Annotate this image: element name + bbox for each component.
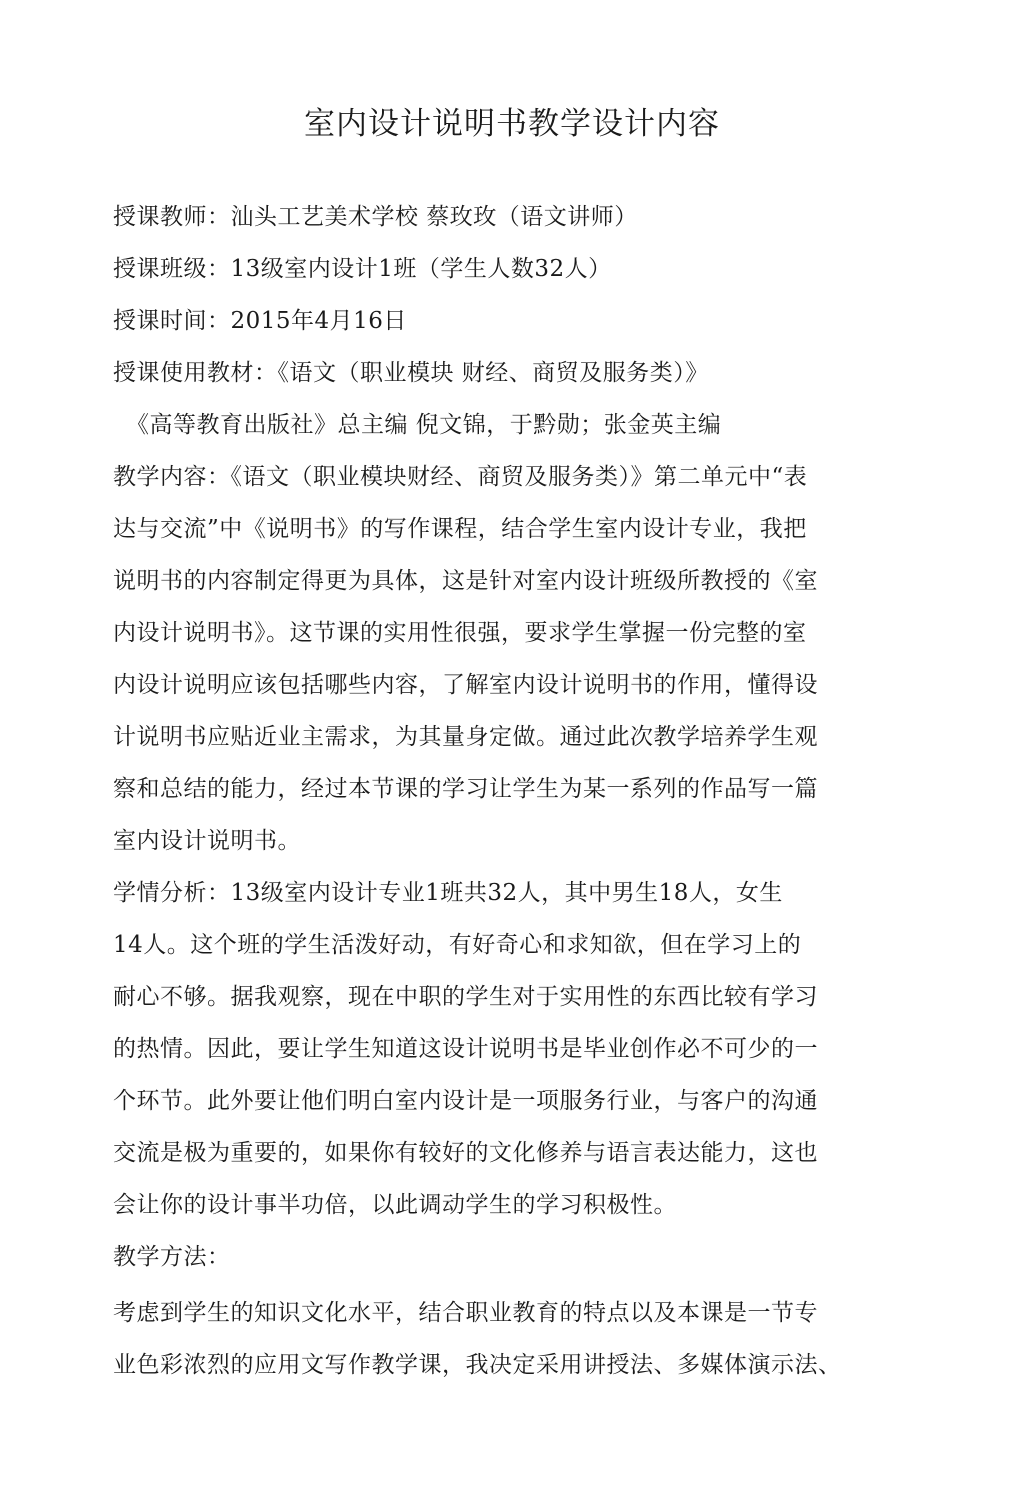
paragraph-line: 达与交流”中《说明书》的写作课程，结合学生室内设计专业，我把 [113,516,807,542]
paragraph-line: 计说明书应贴近业主需求，为其量身定做。通过此次教学培养学生观 [113,724,818,750]
paragraph-line: 察和总结的能力，经过本节课的学习让学生为某一系列的作品写一篇 [113,776,818,802]
paragraph-line: 的热情。因此，要让学生知道这设计说明书是毕业创作必不可少的一 [113,1036,818,1062]
teacher-line: 授课教师：汕头工艺美术学校 蔡玫玫（语文讲师） [113,204,638,230]
paragraph-line: 教学内容：《语文（职业模块财经、商贸及服务类）》第二单元中“表 [113,464,808,490]
paragraph-line: 14人。这个班的学生活泼好动，有好奇心和求知欲，但在学习上的 [113,932,802,958]
paragraph-line: 业色彩浓烈的应用文写作教学课，我决定采用讲授法、多媒体演示法、 [113,1352,842,1378]
paragraph-line: 考虑到学生的知识文化水平，结合职业教育的特点以及本课是一节专 [113,1300,818,1326]
section-heading: 教学方法： [113,1244,231,1270]
paragraph-line: 交流是极为重要的，如果你有较好的文化修养与语言表达能力，这也 [113,1140,818,1166]
textbook-line: 授课使用教材：《语文（职业模块 财经、商贸及服务类）》 [113,360,709,386]
time-line: 授课时间：2015年4月16日 [113,308,407,334]
publisher-line: 《高等教育出版社》总主编 倪文锦，于黔勋；张金英主编 [126,412,722,438]
paragraph-line: 内设计说明应该包括哪些内容，了解室内设计说明书的作用，懂得设 [113,672,818,698]
document-title: 室内设计说明书教学设计内容 [304,106,720,142]
paragraph-line: 内设计说明书》。这节课的实用性很强，要求学生掌握一份完整的室 [113,620,807,646]
paragraph-line: 说明书的内容制定得更为具体，这是针对室内设计班级所教授的《室 [113,568,818,594]
class-line: 授课班级：13级室内设计1班（学生人数32人） [113,256,612,282]
paragraph-line: 耐心不够。据我观察，现在中职的学生对于实用性的东西比较有学习 [113,984,818,1010]
paragraph-line: 学情分析：13级室内设计专业1班共32人，其中男生18人，女生 [113,880,783,906]
paragraph-line: 会让你的设计事半功倍，以此调动学生的学习积极性。 [113,1192,677,1218]
paragraph-line: 个环节。此外要让他们明白室内设计是一项服务行业，与客户的沟通 [113,1088,818,1114]
paragraph-line: 室内设计说明书。 [113,828,301,854]
